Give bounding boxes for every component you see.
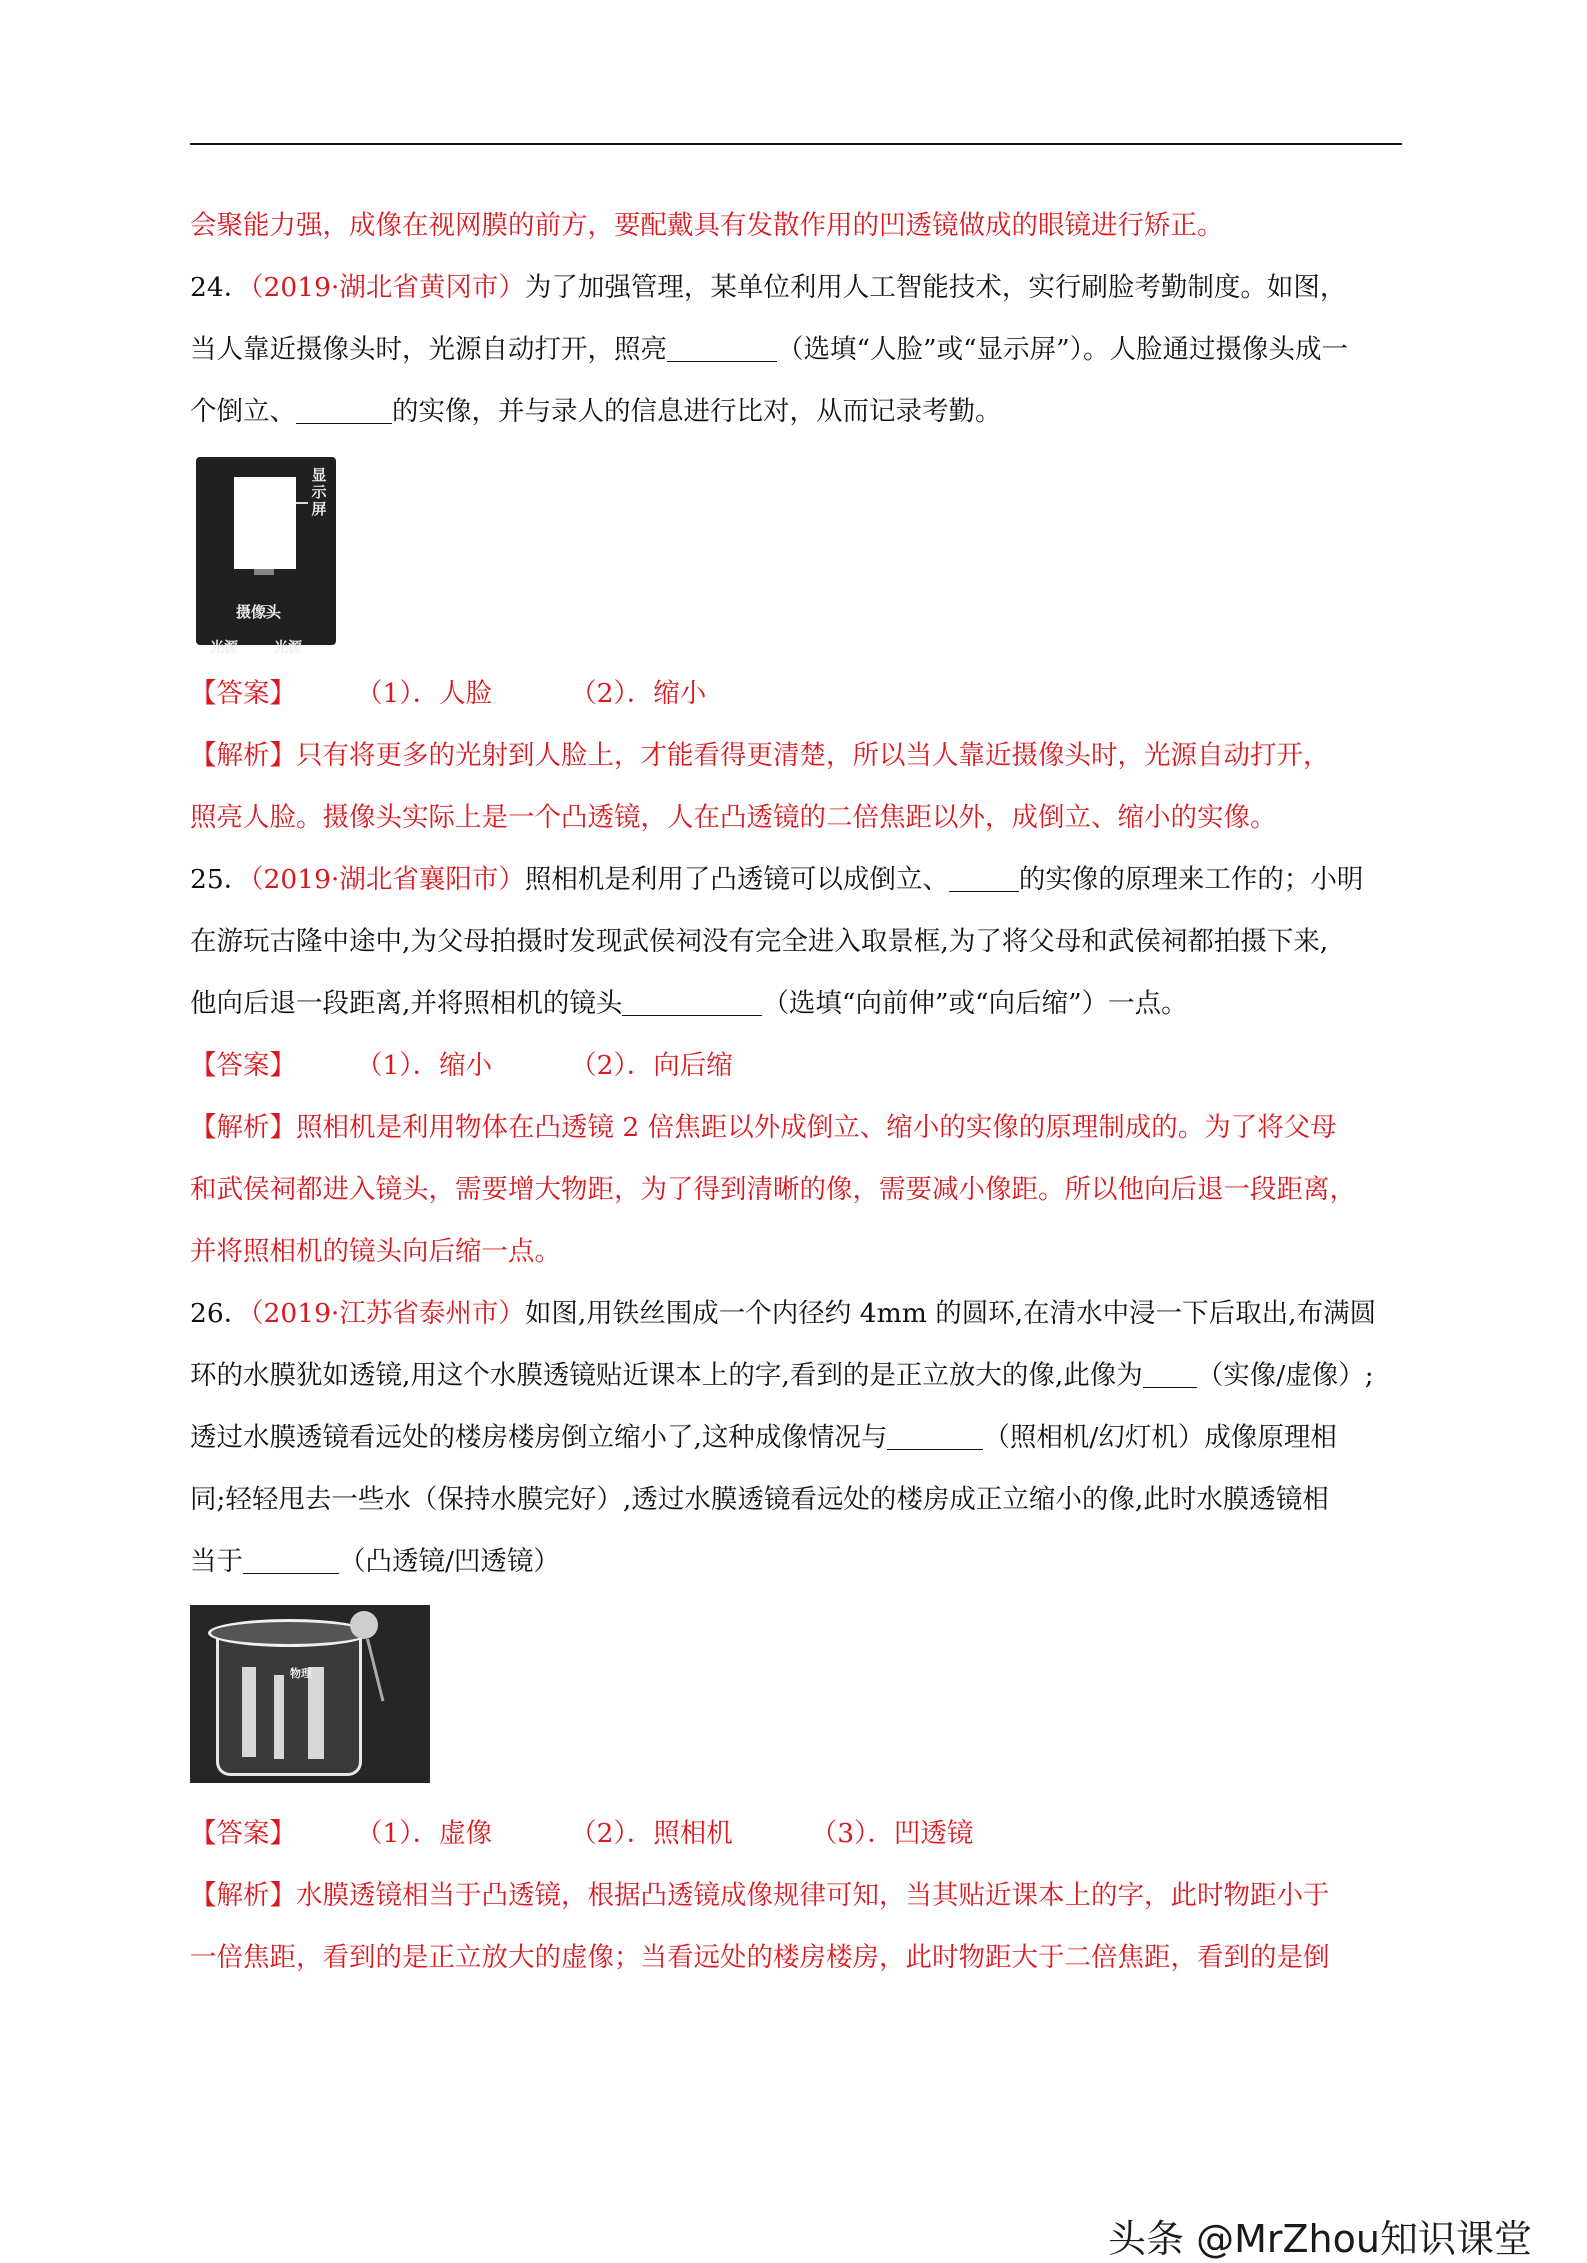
q26-line-4: 同;轻轻甩去一些水（保持水膜完好）,透过水膜透镜看远处的楼房成正立缩小的像,此时水膜透镜相 xyxy=(190,1484,1329,1515)
q25-line-2: 在游玩古隆中途中,为父母拍摄时发现武侯祠没有完全进入取景框,为了将父母和武侯祠都拍摄下来, xyxy=(190,926,1329,957)
watermark: 头条 @MrZhou知识课堂 xyxy=(1108,2217,1532,2261)
analysis-tag: 【解析】 xyxy=(190,1880,296,1911)
q26-text-3a: 透过水膜透镜看远处的楼房楼房倒立缩小了,这种成像情况与 xyxy=(190,1422,888,1453)
answer-item: （3）．凹透镜 xyxy=(810,1818,974,1849)
beaker-shape xyxy=(216,1629,362,1776)
q26-analysis-2: 一倍焦距，看到的是正立放大的虚像；当看远处的楼房楼房，此时物距大于二倍焦距，看到的是倒 xyxy=(190,1942,1330,1973)
q24-text-1: 为了加强管理，某单位利用人工智能技术，实行刷脸考勤制度。如图， xyxy=(524,272,1347,303)
q25-text-1b: 的实像的原理来工作的；小明 xyxy=(1018,864,1364,895)
q26-line-5 xyxy=(190,1531,1410,1593)
answer-item: （2）．照相机 xyxy=(570,1818,733,1849)
q24-answer xyxy=(190,663,1410,725)
beaker-text: 物理 xyxy=(290,1667,312,1680)
q26-text-5b: （凸透镜/凹透镜） xyxy=(339,1546,560,1577)
q26-line-3 xyxy=(190,1407,1410,1469)
q26-line-2 xyxy=(190,1345,1410,1407)
screen-pointer-line xyxy=(296,502,308,504)
q25-line-1 xyxy=(190,849,1410,911)
camera-icon xyxy=(258,605,274,616)
q24-number: 24． xyxy=(190,272,251,303)
q24-text-3a: 个倒立、 xyxy=(190,396,296,427)
q25-text-1a: 照相机是利用了凸透镜可以成倒立、 xyxy=(524,864,949,895)
q25-text-3a: 他向后退一段距离,并将照相机的镜头 xyxy=(190,988,623,1019)
q24-blank-2[interactable] xyxy=(296,397,392,424)
wire-ring-shape xyxy=(350,1611,378,1639)
analysis-text: 只有将更多的光射到人脸上，才能看得更清楚，所以当人靠近摄像头时，光源自动打开， xyxy=(296,740,1330,771)
light-source-label-2: 光源 xyxy=(274,640,302,656)
q25-blank-2[interactable] xyxy=(622,989,762,1016)
q24-blank-1[interactable] xyxy=(667,335,777,362)
q25-analysis-1 xyxy=(190,1097,1410,1159)
q24-text-2a: 当人靠近摄像头时，光源自动打开，照亮 xyxy=(190,334,667,365)
q25-blank-1[interactable] xyxy=(949,865,1019,892)
reflection-streak xyxy=(274,1675,284,1759)
analysis-tag: 【解析】 xyxy=(190,740,296,771)
q25-text-3b: （选填“向前伸”或“向后缩”）一点。 xyxy=(762,988,1188,1019)
q26-analysis-1 xyxy=(190,1865,1410,1927)
q25-source: （2019·湖北省襄阳市） xyxy=(250,864,525,895)
answer-item: （1）．人脸 xyxy=(356,678,493,709)
q26-number: 26． xyxy=(190,1298,251,1329)
q26-source: （2019·江苏省泰州市） xyxy=(250,1298,525,1329)
display-screen-shape xyxy=(234,477,296,569)
analysis-text: 水膜透镜相当于凸透镜，根据凸透镜成像规律可知，当其贴近课本上的字，此时物距小于 xyxy=(296,1880,1330,1911)
answer-item: （1）．缩小 xyxy=(356,1050,493,1081)
answer-item: （2）．缩小 xyxy=(570,678,707,709)
q26-line-1 xyxy=(190,1283,1410,1345)
q26-text-5a: 当于 xyxy=(190,1546,243,1577)
prev-analysis-tail: 会聚能力强，成像在视网膜的前方，要配戴具有发散作用的凹透镜做成的眼镜进行矫正。 xyxy=(190,210,1224,241)
q24-line-3 xyxy=(190,381,1410,443)
q24-analysis-1 xyxy=(190,725,1410,787)
q26-text-2b: （实像/虚像）; xyxy=(1196,1360,1374,1391)
q24-line-2 xyxy=(190,319,1410,381)
light-source-label-1: 光源 xyxy=(210,640,238,656)
screen-label: 显示屏 xyxy=(311,466,327,518)
q24-line-1 xyxy=(190,257,1410,319)
wire-handle-shape xyxy=(366,1639,384,1702)
q25-analysis-3: 并将照相机的镜头向后缩一点。 xyxy=(190,1236,561,1267)
q24-source: （2019·湖北省黄冈市） xyxy=(250,272,525,303)
analysis-text: 照相机是利用物体在凸透镜 2 倍焦距以外成倒立、缩小的实像的原理制成的。为了将父母 xyxy=(296,1112,1337,1143)
answer-item: （2）．向后缩 xyxy=(570,1050,733,1081)
q24-analysis-2: 照亮人脸。摄像头实际上是一个凸透镜，人在凸透镜的二倍焦距以外，成倒立、缩小的实像。 xyxy=(190,802,1277,833)
answer-item: （1）．虚像 xyxy=(356,1818,493,1849)
q24-text-3b: 的实像，并与录人的信息进行比对，从而记录考勤。 xyxy=(392,396,1002,427)
q25-answer xyxy=(190,1035,1410,1097)
camera-label: 摄像头 xyxy=(236,603,282,621)
q26-text-1: 如图,用铁丝围成一个内径约 4mm 的圆环,在清水中浸一下后取出,布满圆 xyxy=(524,1298,1377,1329)
screen-stand-shape xyxy=(254,569,274,575)
answer-tag: 【答案】 xyxy=(190,678,296,709)
q25-line-3 xyxy=(190,973,1410,1035)
q25-number: 25． xyxy=(190,864,251,895)
answer-tag: 【答案】 xyxy=(190,1050,296,1081)
face-recognition-figure xyxy=(196,457,336,656)
reflection-streak xyxy=(242,1667,256,1757)
beaker-rim-shape xyxy=(208,1619,370,1647)
q26-text-3b: （照相机/幻灯机）成像原理相 xyxy=(983,1422,1337,1453)
q24-text-2b: （选填“人脸”或“显示屏”）。人脸通过摄像头成一 xyxy=(777,334,1348,365)
q25-analysis-2: 和武侯祠都进入镜头，需要增大物距，为了得到清晰的像，需要减小像距。所以他向后退一段距离， xyxy=(190,1174,1356,1205)
q26-text-2a: 环的水膜犹如透镜,用这个水膜透镜贴近课本上的字,看到的是正立放大的像,此像为 xyxy=(190,1360,1143,1391)
content-body xyxy=(190,195,1410,1989)
q26-blank-2[interactable] xyxy=(887,1423,983,1450)
answer-tag: 【答案】 xyxy=(190,1818,296,1849)
q26-blank-3[interactable] xyxy=(243,1547,339,1574)
q26-answer xyxy=(190,1803,1410,1865)
q26-blank-1[interactable] xyxy=(1143,1361,1197,1388)
analysis-tag: 【解析】 xyxy=(190,1112,296,1143)
header-rule xyxy=(190,143,1402,145)
water-film-lens-figure xyxy=(190,1605,430,1783)
